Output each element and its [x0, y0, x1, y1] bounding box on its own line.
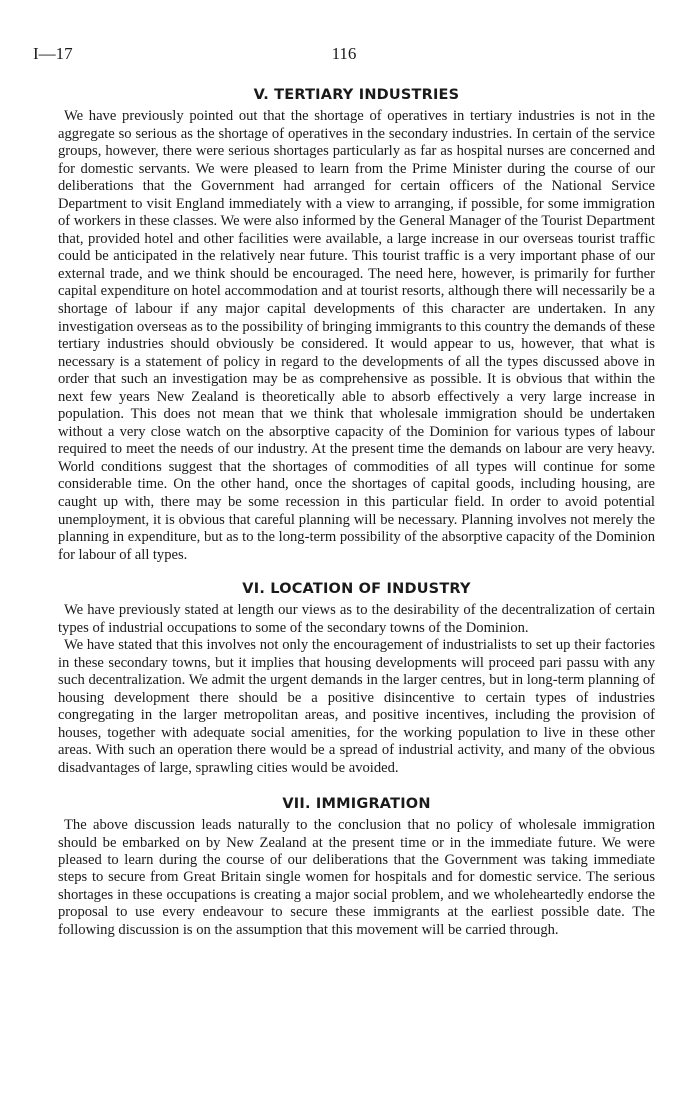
section-heading: VII. IMMIGRATION: [282, 796, 431, 813]
paragraph: We have stated that this involves not only the encouragement of industrialists to set up their factories in these secondary towns, but it implies that housing developments will proceed pari passu with any such decentralization. We admit the urgent demands in the larger centres, but in long-term planning of housing development there should be a positive disincentive to certain types of industries congregating in the larger metropolitan areas, and positive incentives, including the provision of houses, together with adequate social amenities, for the working population to live in these other areas. With such an operation there would be a spread of industrial activity, and many of the obvious disadvantages of large, sprawling cities would be avoided.: [58, 637, 655, 776]
section-tertiary-industries: [58, 82, 655, 564]
section-heading: V. TERTIARY INDUSTRIES: [253, 87, 460, 103]
document-reference: I—17: [33, 44, 73, 63]
section-location-of-industry: [58, 576, 655, 777]
paragraph: We have previously stated at length our views as to the desirability of the decentralization of certain types of industrial occupations to some of the secondary towns of the Dominion.: [58, 602, 655, 636]
paragraph: The above discussion leads naturally to the conclusion that no policy of wholesale immigration should be embarked on by New Zealand at the present time or in the immediate future. We were pleased to learn during the course of our deliberations that the Government was taking immediate steps to secure from Great Britain single women for hospitals and for domestic service. The serious shortages in these occupations is creating a major social problem, and we wholeheartedly endorse the proposal to use every endeavour to secure these immigrants at the earliest possible date. The following discussion is on the assumption that this movement will be carried through.: [58, 817, 655, 938]
body-text: [58, 82, 655, 939]
paragraph: We have previously pointed out that the shortage of operatives in tertiary industries is not in the aggregate so serious as the shortage of operatives in the secondary industries. In certain of the service groups, however, there were serious shortages particularly as far as hospital nurses are concerned and for domestic servants. We were pleased to learn from the Prime Minister during the course of our deliberations that the Government had arranged for certain officers of the National Service Department to visit England immediately with a view to arranging, if possible, for some immigration of workers in these classes. We were also informed by the General Manager of the Tourist Department that, provided hotel and other facilities were available, a large increase in our overseas tourist traffic could be anticipated in the relatively near future. This tourist traffic is a very important phase of our external trade, and we think should be encouraged. The need here, however, is primarily for further capital expenditure on hotel accommodation and at tourist resorts, although there will necessarily be a shortage of labour if any major capital developments of this character are undertaken. In any investigation overseas as to the possibility of bringing immigrants to this country the demands of these tertiary industries should obviously be considered. It would appear to us, however, that what is necessary is a statement of policy in regard to the developments of all the types discussed above in order that such an investigation may be as comprehensive as possible. It is obvious that within the next few years New Zealand is theoretically able to absorb effectively a very large increase in population. This does not mean that we think that wholesale immigration should be undertaken without a very close watch on the absorptive capacity of the Dominion for various types of labour required to meet the needs of our industry. At the present time the demands on labour are very heavy. World conditions suggest that the shortages of commodities of all types will continue for some considerable time. On the other hand, once the shortages of capital goods, including housing, are caught up with, there may be some recession in this particular field. In order to avoid potential unemployment, it is obvious that careful planning will be necessary. Planning involves not merely the planning in expenditure, but as to the long-term possibility of the absorptive capacity of the Dominion for labour of all types.: [58, 108, 655, 563]
section-immigration: [58, 791, 655, 939]
section-heading: VI. LOCATION OF INDUSTRY: [242, 581, 471, 598]
running-header: [33, 44, 655, 64]
page-number: 116: [331, 44, 357, 63]
